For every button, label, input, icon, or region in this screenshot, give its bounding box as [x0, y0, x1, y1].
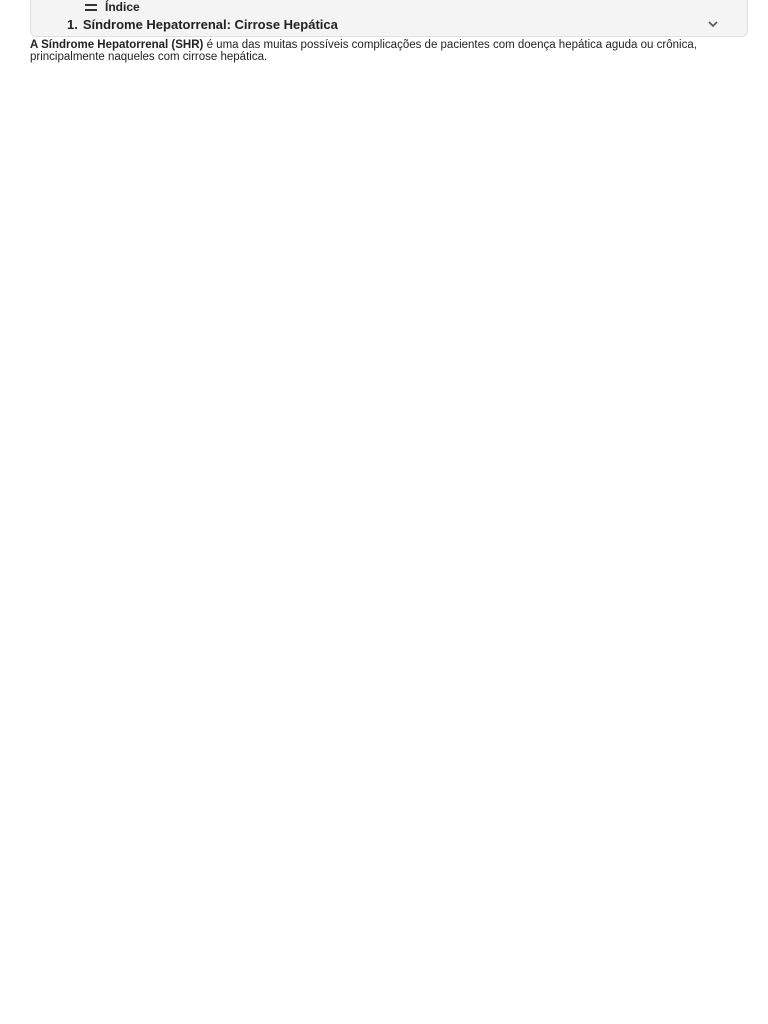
- intro-lead: A Síndrome Hepatorrenal (SHR): [30, 39, 204, 51]
- toc-item-sindrome-hepatorrenal[interactable]: [67, 14, 338, 34]
- chevron-down-icon[interactable]: [705, 16, 721, 32]
- toc-item-label: Síndrome Hepatorrenal: Cirrose Hepática: [82, 16, 338, 32]
- intro-paragraph: [30, 40, 736, 63]
- toc-header[interactable]: [85, 0, 140, 14]
- table-of-contents: [30, 0, 748, 37]
- list-icon: [85, 4, 97, 11]
- toc-title: Índice: [105, 0, 140, 14]
- intro-body: é uma das muitas possíveis complicações de pacientes com doença hepática aguda ou crônica, principalmente naqueles com cirrose hepática.: [30, 39, 697, 63]
- toc-item-number: 1.: [67, 16, 78, 32]
